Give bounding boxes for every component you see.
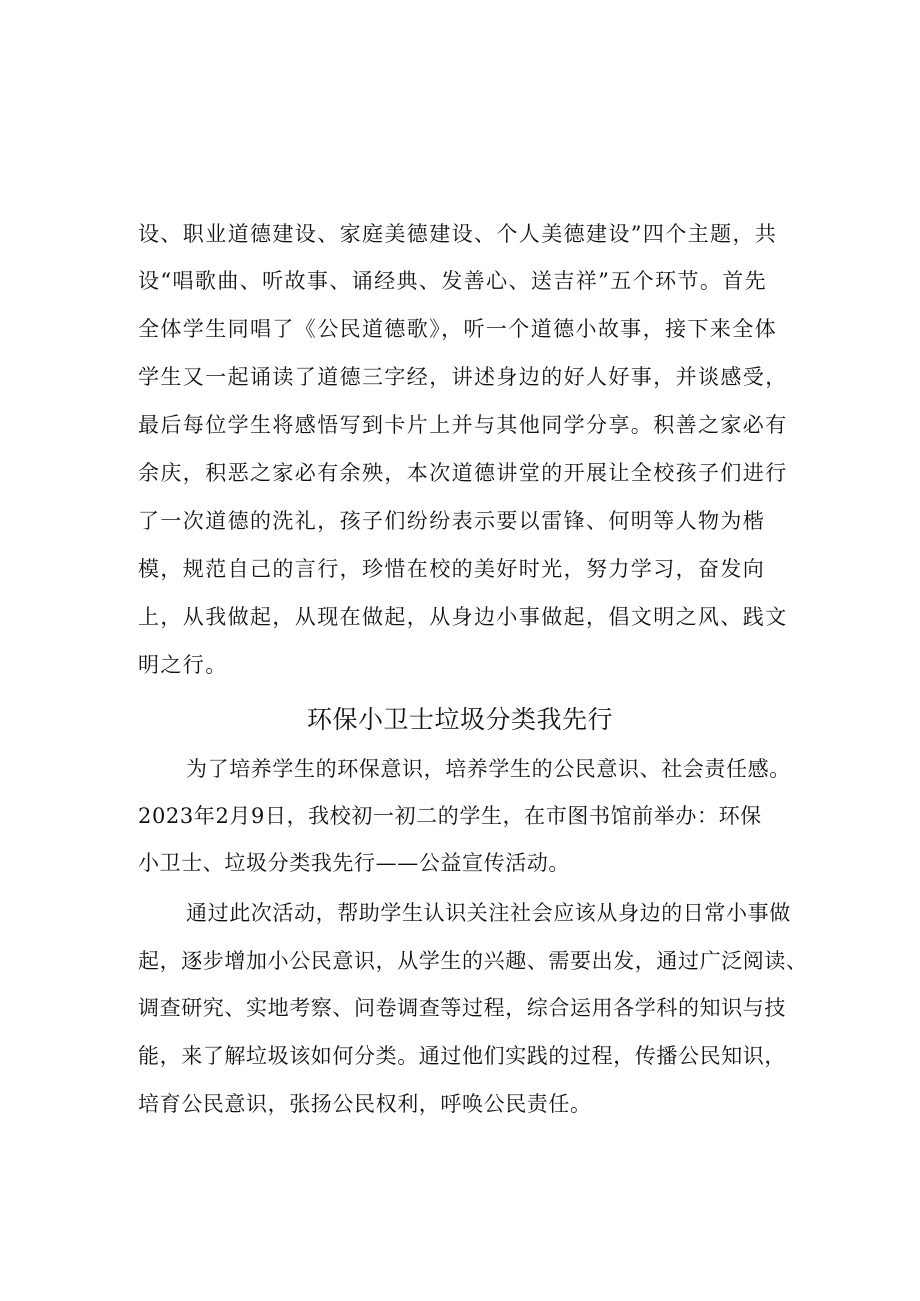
paragraph-line: 通过此次活动，帮助学生认识关注社会应该从身边的日常小事做 [186, 901, 791, 925]
body-line: 明之行。 [138, 653, 228, 677]
body-line: 模，规范自己的言行，珍惜在校的美好时光，努力学习，奋发向 [138, 557, 766, 581]
body-line: 全体学生同唱了《公民道德歌》，听一个道德小故事，接下来全体 [138, 317, 778, 341]
body-line: 上，从我做起，从现在做起，从身边小事做起，倡文明之风、践文 [138, 605, 788, 629]
section-title: 环保小卫士垃圾分类我先行 [306, 705, 613, 734]
body-line: 设“唱歌曲、听故事、诵经典、发善心、送吉祥”五个环节。首先 [138, 269, 768, 293]
paragraph-line: 能，来了解垃圾该如何分类。通过他们实践的过程，传播公民知识， [138, 1044, 786, 1068]
body-line: 学生又一起诵读了道德三字经，讲述身边的好人好事，并谈感受， [138, 365, 788, 389]
body-line: 了一次道德的洗礼，孩子们纷纷表示要以雷锋、何明等人物为楷 [138, 509, 766, 533]
paragraph-line: 培育公民意识，张扬公民权利，呼唤公民责任。 [138, 1092, 592, 1116]
body-line: 余庆，积恶之家必有余殃，本次道德讲堂的开展让全校孩子们进行 [138, 461, 788, 485]
body-line: 设、职业道德建设、家庭美德建设、个人美德建设”四个主题，共 [138, 222, 778, 246]
paragraph-line: 起，逐步增加小公民意识，从学生的兴趣、需要出发，通过广泛阅读、 [138, 949, 808, 973]
paragraph-line: 小卫士、垃圾分类我先行——公益宣传活动。 [138, 851, 570, 875]
paragraph-line: 2023年2月9日，我校初一初二的学生，在市图书馆前举办：环保 [138, 804, 762, 828]
paragraph-line: 调查研究、实地考察、问卷调查等过程，综合运用各学科的知识与技 [138, 996, 786, 1020]
body-line: 最后每位学生将感悟写到卡片上并与其他同学分享。积善之家必有 [138, 413, 788, 437]
paragraph-line: 为了培养学生的环保意识，培养学生的公民意识、社会责任感。 [186, 757, 791, 781]
